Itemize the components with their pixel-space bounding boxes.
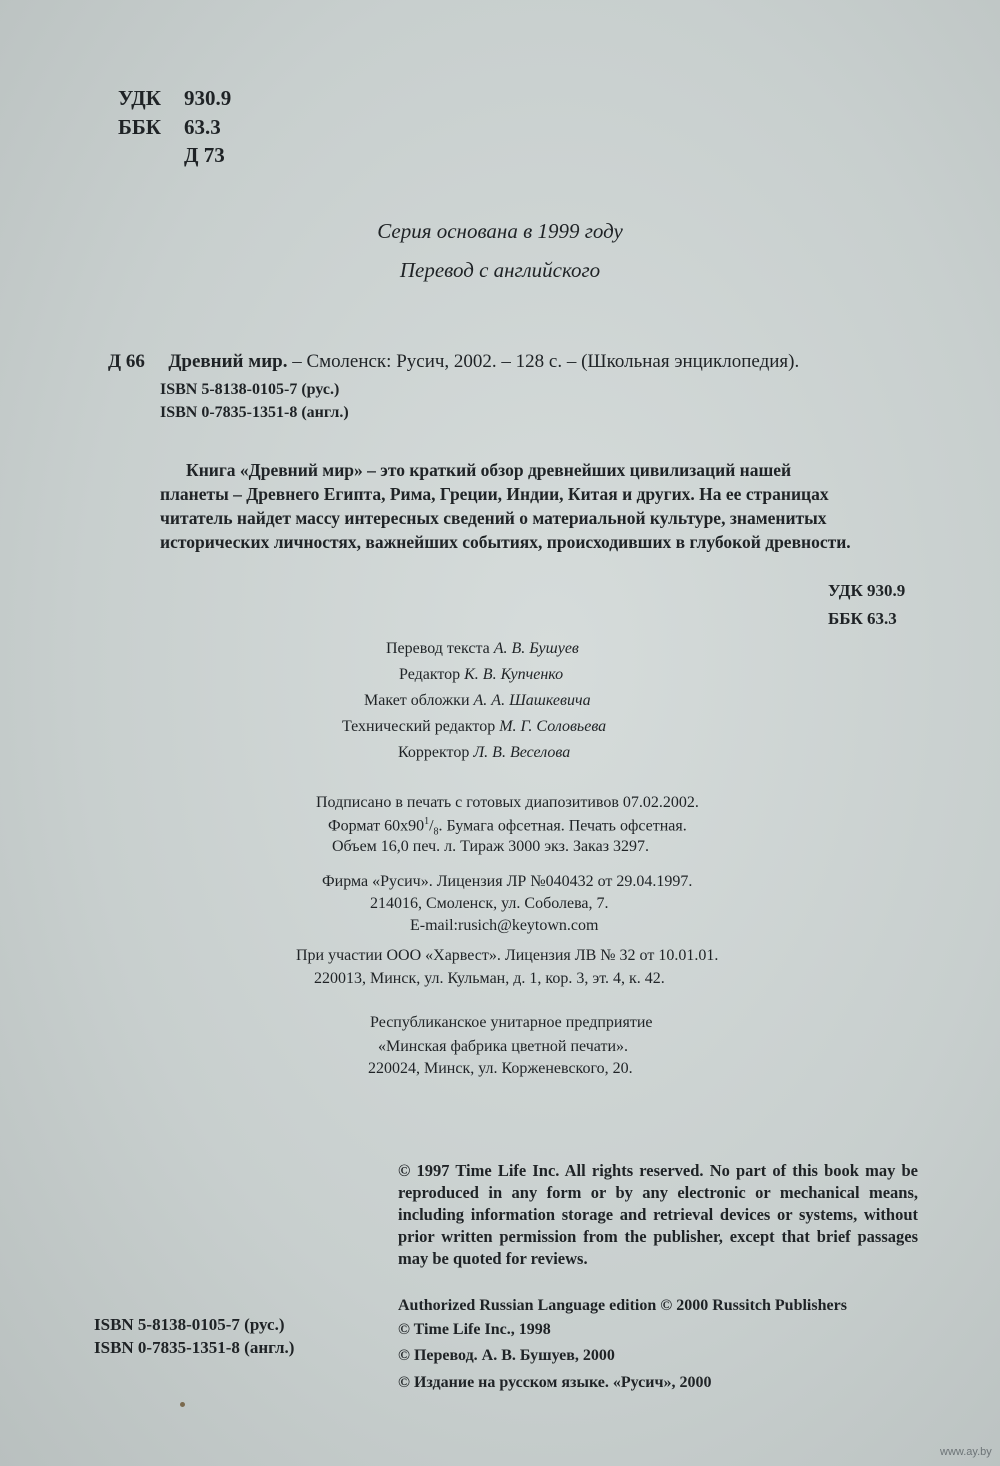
isbn-ru-bottom: ISBN 5-8138-0105-7 (рус.) (94, 1315, 285, 1334)
staff-name: А. А. Шашкевича (473, 692, 591, 709)
udk-value: 930.9 (184, 86, 232, 110)
paper-speck (180, 1402, 185, 1407)
entry-mark: Д 66 (108, 351, 145, 372)
staff-role: Редактор (399, 666, 461, 683)
staff-proofreader (398, 744, 570, 762)
entry-isbn-ru: ISBN 5-8138-0105-7 (рус.) (160, 381, 340, 398)
udk-label: УДК (118, 86, 161, 110)
udk-right: УДК 930.9 (828, 581, 906, 600)
rights-line: Authorized Russian Language edition © 2000 Russitch Publishers (398, 1297, 847, 1314)
udk-code (118, 86, 231, 111)
bbk-right: ББК 63.3 (828, 609, 897, 628)
printer-name: «Минская фабрика цветной печати». (378, 1038, 629, 1055)
format-sub: 8 (433, 826, 439, 838)
staff-cover-layout (364, 692, 591, 710)
watermark: www.ay.by (940, 1446, 992, 1458)
annotation-line: читатель найдет массу интересных сведений о материальной культуре, знаменитых (160, 508, 827, 528)
entry-title: Древний мир. (168, 351, 288, 372)
rights-line: © Time Life Inc., 1998 (398, 1321, 551, 1338)
partner-line: При участии ООО «Харвест». Лицензия ЛВ № 32 от 10.01.01. (296, 947, 719, 964)
entry-imprint: – Смоленск: Русич, 2002. – 128 с. – (Школьная энциклопедия). (287, 351, 800, 372)
annotation-line: исторических личностях, важнейших событиях, происходивших в глубокой древности. (160, 532, 851, 552)
format-prefix: Формат 60х90 (328, 817, 425, 835)
print-format: Формат $60х90^1/_8$. Бумага офсетная. Печать офсетная. (328, 816, 687, 838)
bbk-value: 63.3 (184, 115, 221, 139)
staff-role: Макет обложки (364, 692, 470, 709)
staff-tech-editor (342, 718, 606, 736)
format-suffix: . Бумага офсетная. Печать офсетная. (438, 817, 687, 835)
print-volume: Объем 16,0 печ. л. Тираж 3000 экз. Заказ 3297. (332, 838, 650, 855)
staff-role: Корректор (398, 744, 470, 761)
staff-name: Л. В. Веселова (473, 744, 571, 761)
staff-name: А. В. Бушуев (493, 640, 579, 657)
printer-line: Республиканское унитарное предприятие (370, 1014, 653, 1031)
staff-name: М. Г. Соловьева (499, 718, 607, 735)
printer-address: 220024, Минск, ул. Корженевского, 20. (368, 1060, 633, 1077)
author-mark: Д 73 (184, 143, 225, 167)
staff-translator (386, 640, 579, 658)
isbn-en-bottom: ISBN 0-7835-1351-8 (англ.) (94, 1338, 295, 1357)
annotation-line: Книга «Древний мир» – это краткий обзор древнейших цивилизаций нашей (186, 460, 792, 480)
publisher-line: Фирма «Русич». Лицензия ЛР №040432 от 29.04.1997. (322, 873, 693, 890)
entry-isbn-en: ISBN 0-7835-1351-8 (англ.) (160, 404, 349, 421)
print-signed: Подписано в печать с готовых диапозитивов 07.02.2002. (316, 794, 699, 811)
rights-line: © Перевод. А. В. Бушуев, 2000 (398, 1347, 615, 1364)
publisher-address: 214016, Смоленск, ул. Соболева, 7. (370, 895, 609, 912)
annotation-line: планеты – Древнего Египта, Рима, Греции, Индии, Китая и других. На ее страницах (160, 484, 829, 504)
staff-role: Технический редактор (342, 718, 496, 735)
bibliographic-entry (108, 351, 799, 373)
partner-address: 220013, Минск, ул. Кульман, д. 1, кор. 3, эт. 4, к. 42. (314, 970, 665, 987)
rights-line: © Издание на русском языке. «Русич», 2000 (398, 1374, 712, 1391)
staff-name: К. В. Купченко (464, 666, 564, 683)
series-note: Серия основана в 1999 году (377, 219, 623, 243)
translation-note: Перевод с английского (399, 258, 601, 282)
publisher-email: E-mail:rusich@keytown.com (410, 917, 599, 934)
bbk-code (118, 115, 221, 140)
copyright-notice: © 1997 Time Life Inc. All rights reserved. No part of this book may be reproduced in any form or by any electronic or mechanical means, including information storage and retrieval devices or systems, without prior written permission from the publisher, except that brief passages may be quoted for reviews. (398, 1161, 918, 1268)
staff-role: Перевод текста (386, 640, 490, 657)
format-sup: 1 (424, 816, 430, 827)
staff-editor (399, 666, 563, 684)
bbk-label: ББК (118, 115, 161, 139)
